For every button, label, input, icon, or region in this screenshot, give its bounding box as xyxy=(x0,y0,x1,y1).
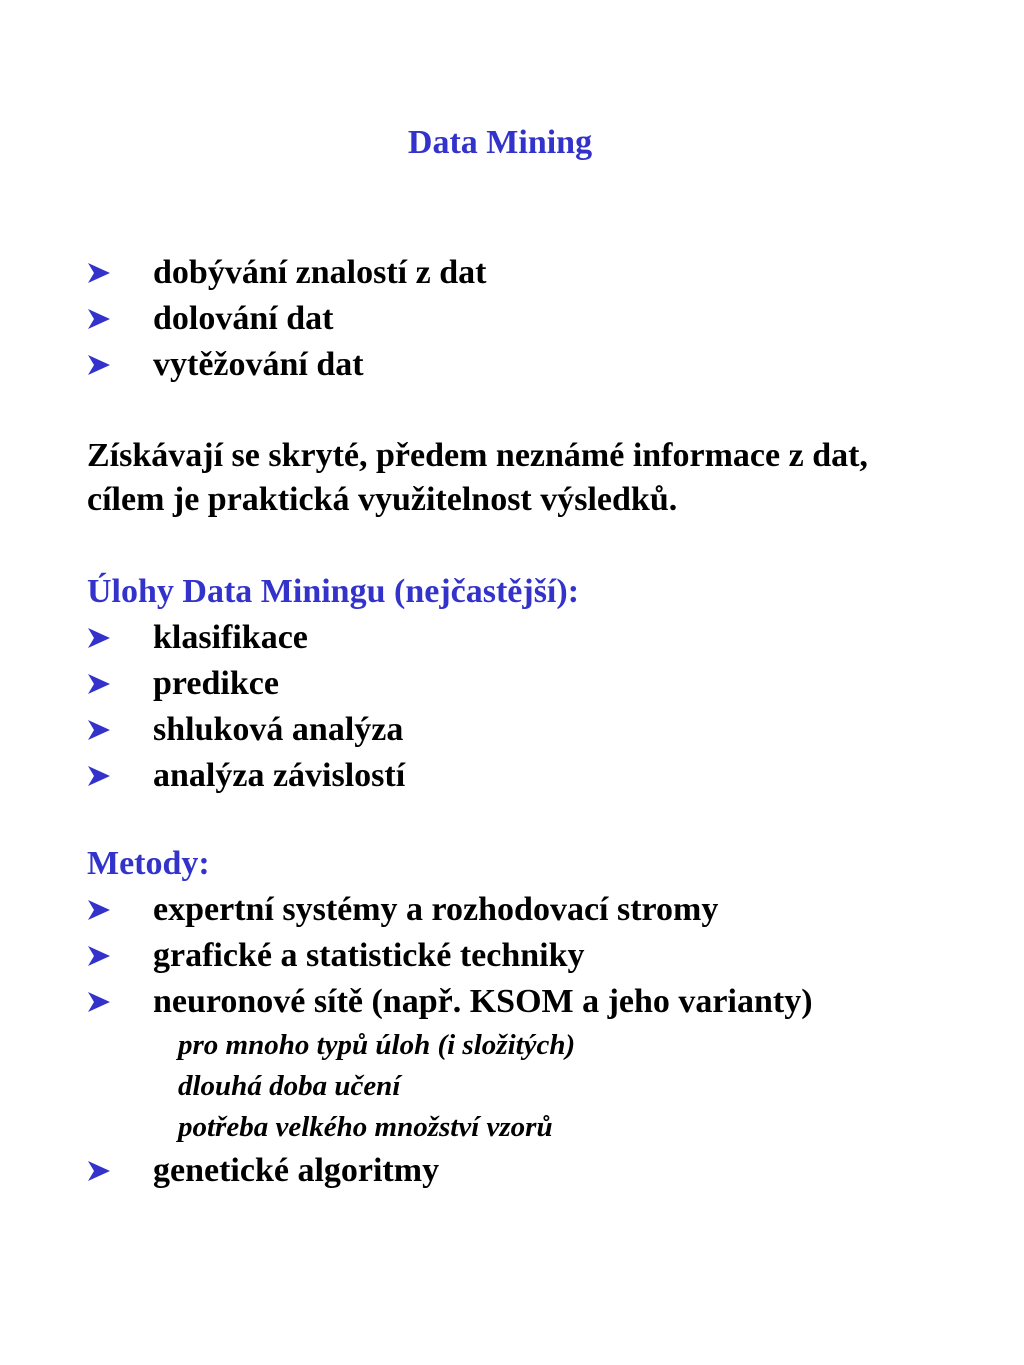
arrow-bullet-icon xyxy=(87,673,111,695)
list-item xyxy=(87,342,987,388)
description-paragraph xyxy=(87,434,987,522)
list-item-label: dolování dat xyxy=(153,300,334,337)
list-item xyxy=(87,661,987,707)
list-item-label: vytěžování dat xyxy=(153,346,364,383)
methods-heading: Metody: xyxy=(87,845,210,882)
arrow-bullet-icon xyxy=(87,1160,111,1182)
methods-list xyxy=(87,887,987,1025)
arrow-bullet-icon xyxy=(87,308,111,330)
list-item-label: expertní systémy a rozhodovací stromy xyxy=(153,891,719,928)
list-item xyxy=(87,753,987,799)
neural-note: pro mnoho typů úloh (i složitých) xyxy=(178,1029,576,1061)
arrow-bullet-icon xyxy=(87,991,111,1013)
arrow-bullet-icon xyxy=(87,627,111,649)
arrow-bullet-icon xyxy=(87,899,111,921)
list-item-label: grafické a statistické techniky xyxy=(153,937,585,974)
list-item xyxy=(87,707,987,753)
list-item-label: neuronové sítě (např. KSOM a jeho varianty) xyxy=(153,983,813,1020)
list-item xyxy=(87,1148,987,1194)
arrow-bullet-icon xyxy=(87,262,111,284)
arrow-bullet-icon xyxy=(87,719,111,741)
synonyms-section xyxy=(87,250,987,388)
arrow-bullet-icon xyxy=(87,765,111,787)
list-item-label: dobývání znalostí z dat xyxy=(153,254,487,291)
arrow-bullet-icon xyxy=(87,945,111,967)
list-item-label: klasifikace xyxy=(153,619,308,656)
tasks-section xyxy=(87,569,987,799)
description-line: cílem je praktická využitelnost výsledků. xyxy=(87,481,678,518)
list-item xyxy=(87,615,987,661)
list-item xyxy=(87,887,987,933)
methods-list-continued xyxy=(87,1148,987,1194)
neural-notes-list xyxy=(178,1025,1024,1148)
list-item-label: predikce xyxy=(153,665,279,702)
arrow-bullet-icon xyxy=(87,354,111,376)
tasks-heading: Úlohy Data Miningu (nejčastější): xyxy=(87,573,580,610)
list-item xyxy=(87,296,987,342)
page-title: Data Mining xyxy=(407,124,593,161)
neural-note: potřeba velkého množství vzorů xyxy=(178,1111,553,1143)
list-item xyxy=(87,933,987,979)
list-item xyxy=(87,979,987,1025)
list-item-label: analýza závislostí xyxy=(153,757,406,794)
methods-section xyxy=(87,841,987,1194)
list-item-label: genetické algoritmy xyxy=(153,1152,440,1189)
list-item xyxy=(87,250,987,296)
synonyms-list xyxy=(87,250,987,388)
description-line: Získávají se skryté, předem neznámé informace z dat, xyxy=(87,437,868,474)
tasks-list xyxy=(87,615,987,799)
list-item-label: shluková analýza xyxy=(153,711,404,748)
neural-note: dlouhá doba učení xyxy=(178,1070,401,1102)
